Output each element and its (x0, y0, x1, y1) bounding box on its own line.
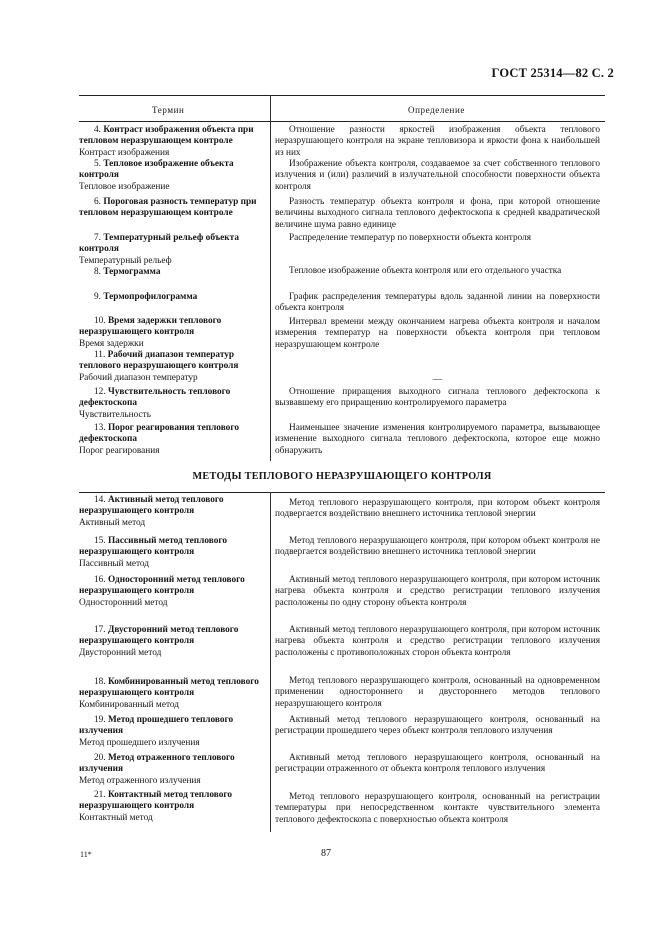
term-text (79, 292, 265, 303)
term-number: 6. (94, 197, 101, 207)
term-name: Пороговая разность температур при тепловом неразрушающем контроле (79, 197, 257, 219)
term-number: 15. (94, 536, 106, 546)
printer-signature: 11* (80, 850, 92, 859)
term-short-form: Время задержки (79, 338, 144, 349)
page-number: 87 (321, 848, 331, 859)
term-name: Двусторонний метод теплового неразрушающего контроля (79, 625, 239, 647)
term-name: Метод прошедшего теплового излучения (79, 715, 234, 737)
term-number: 8. (94, 267, 101, 277)
term-entry (79, 625, 265, 659)
term-entry (79, 495, 265, 529)
term-text (79, 536, 265, 559)
term-text (79, 387, 265, 410)
table-top-rule (79, 95, 605, 96)
term-number: 11. (94, 350, 106, 360)
definition-text: Изображение объекта контроля, создаваемое за счет собственного теплового излучения и (или) различий в излучательной способности поверхности объекта контроля (275, 159, 600, 192)
definition-text: График распределения температуры вдоль заданной линии на поверхности объекта контроля (275, 292, 600, 314)
term-number: 19. (94, 715, 106, 725)
term-entry (79, 575, 265, 609)
definition-text: Отношение разности яркостей изображения объекта теплового неразрушающего контроля на экране тепловизора и яркости фона к наибольшей из них (275, 125, 600, 158)
definition-text: Метод теплового неразрушающего контроля, при котором объект контроля подвергается воздействию внешнего источника тепловой энергии (275, 498, 600, 520)
definition-text: Метод теплового неразрушающего контроля, при котором объект контроля не подвергается воздействию внешнего источника тепловой энергии (275, 536, 600, 558)
term-name: Тепловое изображение объекта контроля (79, 159, 234, 181)
definition-text: Разность температур объекта контроля и фона, при которой отношение величины выходного сигнала теплового дефектоскопа к средней квадратической величине шума равно единице (275, 197, 600, 230)
term-number: 21. (94, 790, 106, 800)
term-number: 17. (94, 625, 106, 635)
term-short-form: Пассивный метод (79, 558, 150, 569)
definition-text: Метод теплового неразрушающего контроля, основанный на регистрации температуры при непосредственном контакте чувствительного элемента теплового дефектоскопа с поверхностью объекта контроля (275, 792, 600, 825)
definition-text: Наименьшее значение изменения контролируемого параметра, вызывающее изменение выходного сигнала теплового дефектоскопа, которое еще можно обнаружить (275, 423, 600, 456)
term-short-form: Контактный метод (79, 812, 153, 823)
term-name: Комбинированный метод теплового неразрушающего контроля (79, 677, 259, 699)
term-name: Рабочий диапазон температур теплового неразрушающего контроля (79, 350, 239, 372)
term-entry (79, 753, 265, 787)
definition-text: Интервал времени между окончанием нагрева объекта контроля и началом измерения температур на поверхности объекта контроля при тепловом неразрушающем контроле (275, 317, 600, 350)
definition-text: Активный метод теплового неразрушающего контроля, при котором источник нагрева объекта контроля и средство регистрации теплового излучения расположены с противоположных сторон объекта контроля (275, 625, 600, 658)
term-entry (79, 715, 265, 749)
term-text (79, 790, 265, 813)
term-short-form: Метод прошедшего излучения (79, 737, 200, 748)
term-text (79, 625, 265, 648)
term-number: 20. (94, 753, 106, 763)
term-name: Контраст изображения объекта при тепловом неразрушающем контроле (79, 125, 254, 147)
column-divider-2 (270, 492, 271, 832)
section-title: МЕТОДЫ ТЕПЛОВОГО НЕРАЗРУШАЮЩЕГО КОНТРОЛЯ (192, 471, 492, 482)
term-name: Температурный рельеф объекта контроля (79, 233, 239, 255)
term-entry (79, 387, 265, 421)
term-text (79, 575, 265, 598)
definition-text: Распределение температур по поверхности объекта контроля (289, 233, 532, 243)
term-name: Чувствительность теплового дефектоскопа (79, 387, 231, 409)
term-number: 9. (94, 292, 101, 302)
term-entry (79, 267, 265, 278)
page-header: ГОСТ 25314—82 С. 2 (491, 66, 614, 80)
term-short-form: Порог реагирования (79, 445, 160, 456)
term-text (79, 350, 265, 373)
definition-text: Метод теплового неразрушающего контроля, основанный на одновременном применении одностороннего и двустороннего методов теплового неразрушающего контроля (275, 676, 600, 709)
term-text (79, 233, 265, 256)
term-entry (79, 292, 265, 303)
term-text (79, 715, 265, 738)
term-number: 12. (94, 387, 106, 397)
term-short-form: Рабочий диапазон температур (79, 372, 198, 383)
term-number: 7. (94, 233, 101, 243)
definition-text: Тепловое изображение объекта контроля или его отдельного участка (289, 266, 562, 276)
term-text (79, 316, 265, 339)
definition-text: Активный метод теплового неразрушающего контроля, при котором источник нагрева объекта контроля и средство регистрации теплового излучения расположены по одну сторону объекта контроля (275, 575, 600, 608)
term-number: 16. (94, 575, 106, 585)
term-name: Односторонний метод теплового неразрушающего контроля (79, 575, 245, 597)
term-short-form: Односторонний метод (79, 597, 168, 608)
term-entry (79, 677, 265, 711)
term-entry (79, 790, 265, 824)
term-entry (79, 316, 265, 350)
term-text (79, 125, 265, 148)
term-text (79, 495, 265, 518)
definition-text: Отношение приращения выходного сигнала теплового дефектоскопа к вызвавшему его приращению контролируемого параметра (275, 387, 600, 409)
term-number: 10. (94, 316, 106, 326)
term-name: Активный метод теплового неразрушающего контроля (79, 495, 224, 517)
term-entry (79, 125, 265, 159)
term-number: 14. (94, 495, 106, 505)
term-short-form: Активный метод (79, 517, 146, 528)
column-header-term: Термин (152, 105, 185, 115)
term-text (79, 159, 265, 182)
term-short-form: Чувствительность (79, 409, 151, 420)
term-text (79, 423, 265, 446)
term-number: 4. (94, 125, 101, 135)
term-name: Термопрофилограмма (103, 292, 198, 302)
term-short-form: Комбинированный метод (79, 699, 179, 710)
term-short-form: Метод отраженного излучения (79, 775, 201, 786)
term-short-form: Температурный рельеф (79, 255, 172, 266)
term-entry (79, 350, 265, 384)
term-name: Метод отраженного теплового излучения (79, 753, 235, 775)
term-entry (79, 423, 265, 457)
term-entry (79, 536, 265, 570)
term-text (79, 267, 265, 278)
term-name: Время задержки теплового неразрушающего контроля (79, 316, 222, 338)
column-header-definition: Определение (408, 105, 465, 115)
definition-text: — (432, 375, 443, 385)
term-number: 13. (94, 423, 106, 433)
term-text (79, 677, 265, 700)
definition-text: Активный метод теплового неразрушающего контроля, основанный на регистрации отраженного от объекта контроля теплового излучения (275, 753, 600, 775)
table-header-rule (79, 121, 605, 122)
term-number: 5. (94, 159, 101, 169)
term-name: Контактный метод теплового неразрушающего контроля (79, 790, 233, 812)
column-divider (270, 95, 271, 461)
term-short-form: Контраст изображения (79, 147, 170, 158)
term-short-form: Тепловое изображение (79, 181, 170, 192)
term-name: Пассивный метод теплового неразрушающего контроля (79, 536, 227, 558)
term-number: 18. (94, 677, 106, 687)
term-name: Термограмма (103, 267, 161, 277)
term-name: Порог реагирования теплового дефектоскопа (79, 423, 239, 445)
term-entry (79, 159, 265, 193)
term-entry (79, 233, 265, 267)
term-text (79, 197, 265, 220)
term-entry (79, 197, 265, 220)
definition-text: Активный метод теплового неразрушающего контроля, основанный на регистрации прошедшего через объект контроля теплового излучения (275, 715, 600, 737)
table2-top-rule (79, 492, 605, 493)
term-text (79, 753, 265, 776)
term-short-form: Двусторонний метод (79, 647, 162, 658)
